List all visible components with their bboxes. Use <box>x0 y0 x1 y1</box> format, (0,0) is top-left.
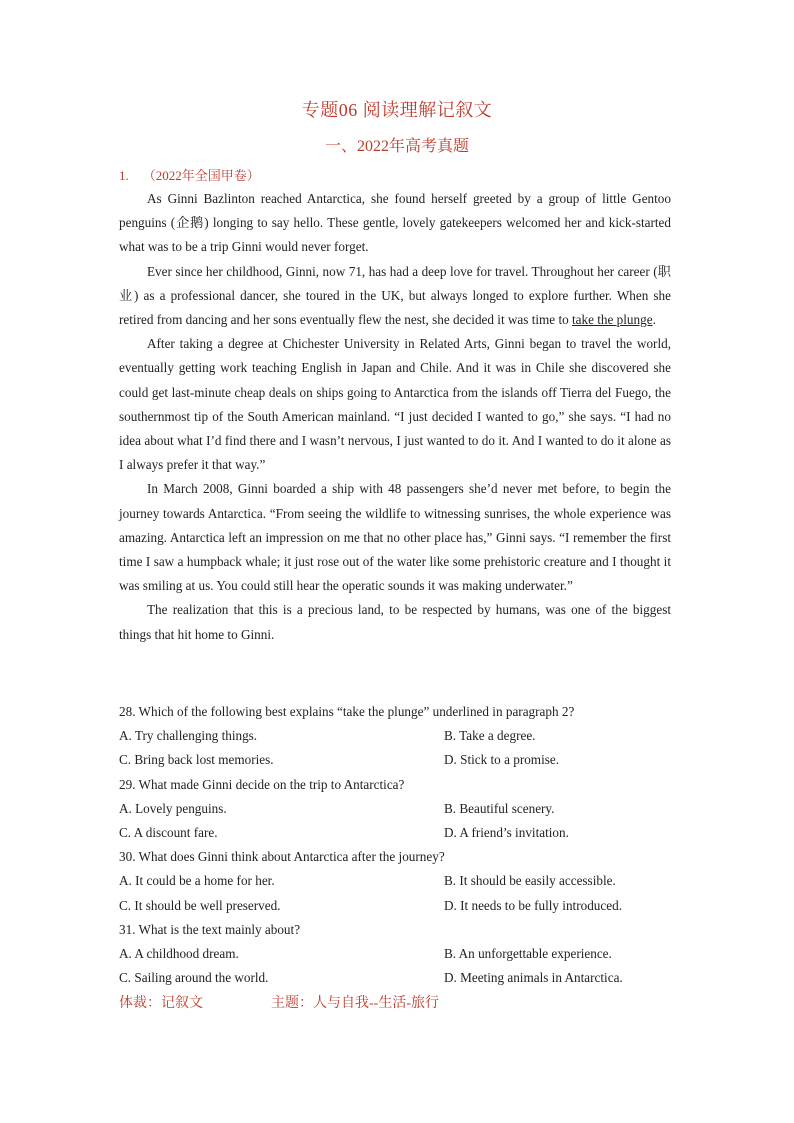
passage-paragraph-4: In March 2008, Ginni boarded a ship with 48 passengers she’d never met before, to begin the journey towards Antarctica. “From seeing the wildlife to witnessing sunrises, the whole experience was amazing. Antarctica left an impression on me that no other place has,” Ginni says. “I remember the first time I saw a humpback whale; it just rose out of the water like some prehistoric creature and I thought it was smiling at us. You could still hear the operatic sounds it was making underwater.” <box>119 481 671 594</box>
question-stem: 28. Which of the following best explains “take the plunge” underlined in paragraph 2? <box>119 704 575 719</box>
options-row <box>119 942 679 966</box>
option-a: A. Lovely penguins. <box>119 800 227 816</box>
paragraph-2-text-after: . <box>652 312 656 328</box>
question-group-header <box>119 165 260 184</box>
question-stem: 30. What does Ginni think about Antarctica after the journey? <box>119 849 445 865</box>
option-b: B. An unforgettable experience. <box>444 946 612 962</box>
reading-passage <box>119 187 671 647</box>
question-29 <box>119 773 679 846</box>
option-b: B. Take a degree. <box>444 728 536 744</box>
question-31 <box>119 918 679 991</box>
option-d: D. A friend’s invitation. <box>444 825 569 841</box>
underlined-phrase: take the plunge <box>572 312 653 328</box>
option-b: B. It should be easily accessible. <box>444 873 616 889</box>
passage-paragraph-1: As Ginni Bazlinton reached Antarctica, she found herself greeted by a group of little Gentoo penguins (企鹅) longing to say hello. These gentle, lovely gatekeepers welcomed her and kick-started what was to be a trip Ginni would never forget. <box>119 191 671 255</box>
section-subtitle: 一、2022年高考真题 <box>324 138 469 155</box>
genre-theme-footer <box>119 992 439 1012</box>
question-source: （2022年全国甲卷） <box>142 168 260 183</box>
question-stem: 29. What made Ginni decide on the trip to Antarctica? <box>119 776 405 792</box>
options-row <box>119 797 679 821</box>
question-stem: 31. What is the text mainly about? <box>119 921 301 937</box>
option-b: B. Beautiful scenery. <box>444 800 555 816</box>
passage-paragraph-5: The realization that this is a precious land, to be respected by humans, was one of the biggest things that hit home to Ginni. <box>119 602 671 642</box>
options-row <box>119 966 679 990</box>
options-row <box>119 748 679 772</box>
option-d: D. Stick to a promise. <box>444 752 560 768</box>
options-row <box>119 894 679 918</box>
passage-paragraph-2 <box>119 260 671 333</box>
options-row <box>119 821 679 845</box>
option-c: C. A discount fare. <box>119 825 218 841</box>
theme-label: 主题：人与自我--生活-旅行 <box>271 996 439 1011</box>
option-c: C. Sailing around the world. <box>119 970 269 986</box>
paragraph-2-text-before: Ever since her childhood, Ginni, now 71, has had a deep love for travel. Throughout her career (职业) as a professional dancer, she toured in the UK, but always longed to explore further. When she retired from dancing and her sons eventually flew the nest, she decided it was time to <box>119 263 671 328</box>
options-row <box>119 724 679 748</box>
option-d: D. It needs to be fully introduced. <box>444 897 622 913</box>
question-28 <box>119 700 679 773</box>
question-30 <box>119 845 679 918</box>
genre-label: 体裁：记叙文 <box>119 996 203 1011</box>
option-d: D. Meeting animals in Antarctica. <box>444 970 623 986</box>
question-group-number: 1. <box>119 168 129 183</box>
passage-paragraph-3: After taking a degree at Chichester University in Related Arts, Ginni began to travel the world, eventually getting work teaching English in Japan and Chile. And it was in Chile she discovered she could get last-minute cheap deals on ships going to Antarctica from the islands off Tierra del Fuego, the southernmost tip of the South American mainland. “I just decided I wanted to go,” she says. “I had no idea about what I’d find there and I wasn’t nervous, I just wanted to do it. And I wanted to do it alone as I always prefer it that way.” <box>119 336 671 473</box>
option-c: C. Bring back lost memories. <box>119 752 274 768</box>
option-a: A. Try challenging things. <box>119 728 258 744</box>
option-a: A. It could be a home for her. <box>119 873 275 889</box>
options-row <box>119 869 679 893</box>
page-title: 专题06 阅读理解记叙文 <box>301 100 493 120</box>
option-c: C. It should be well preserved. <box>119 897 281 913</box>
option-a: A. A childhood dream. <box>119 946 239 962</box>
question-list <box>119 700 679 990</box>
